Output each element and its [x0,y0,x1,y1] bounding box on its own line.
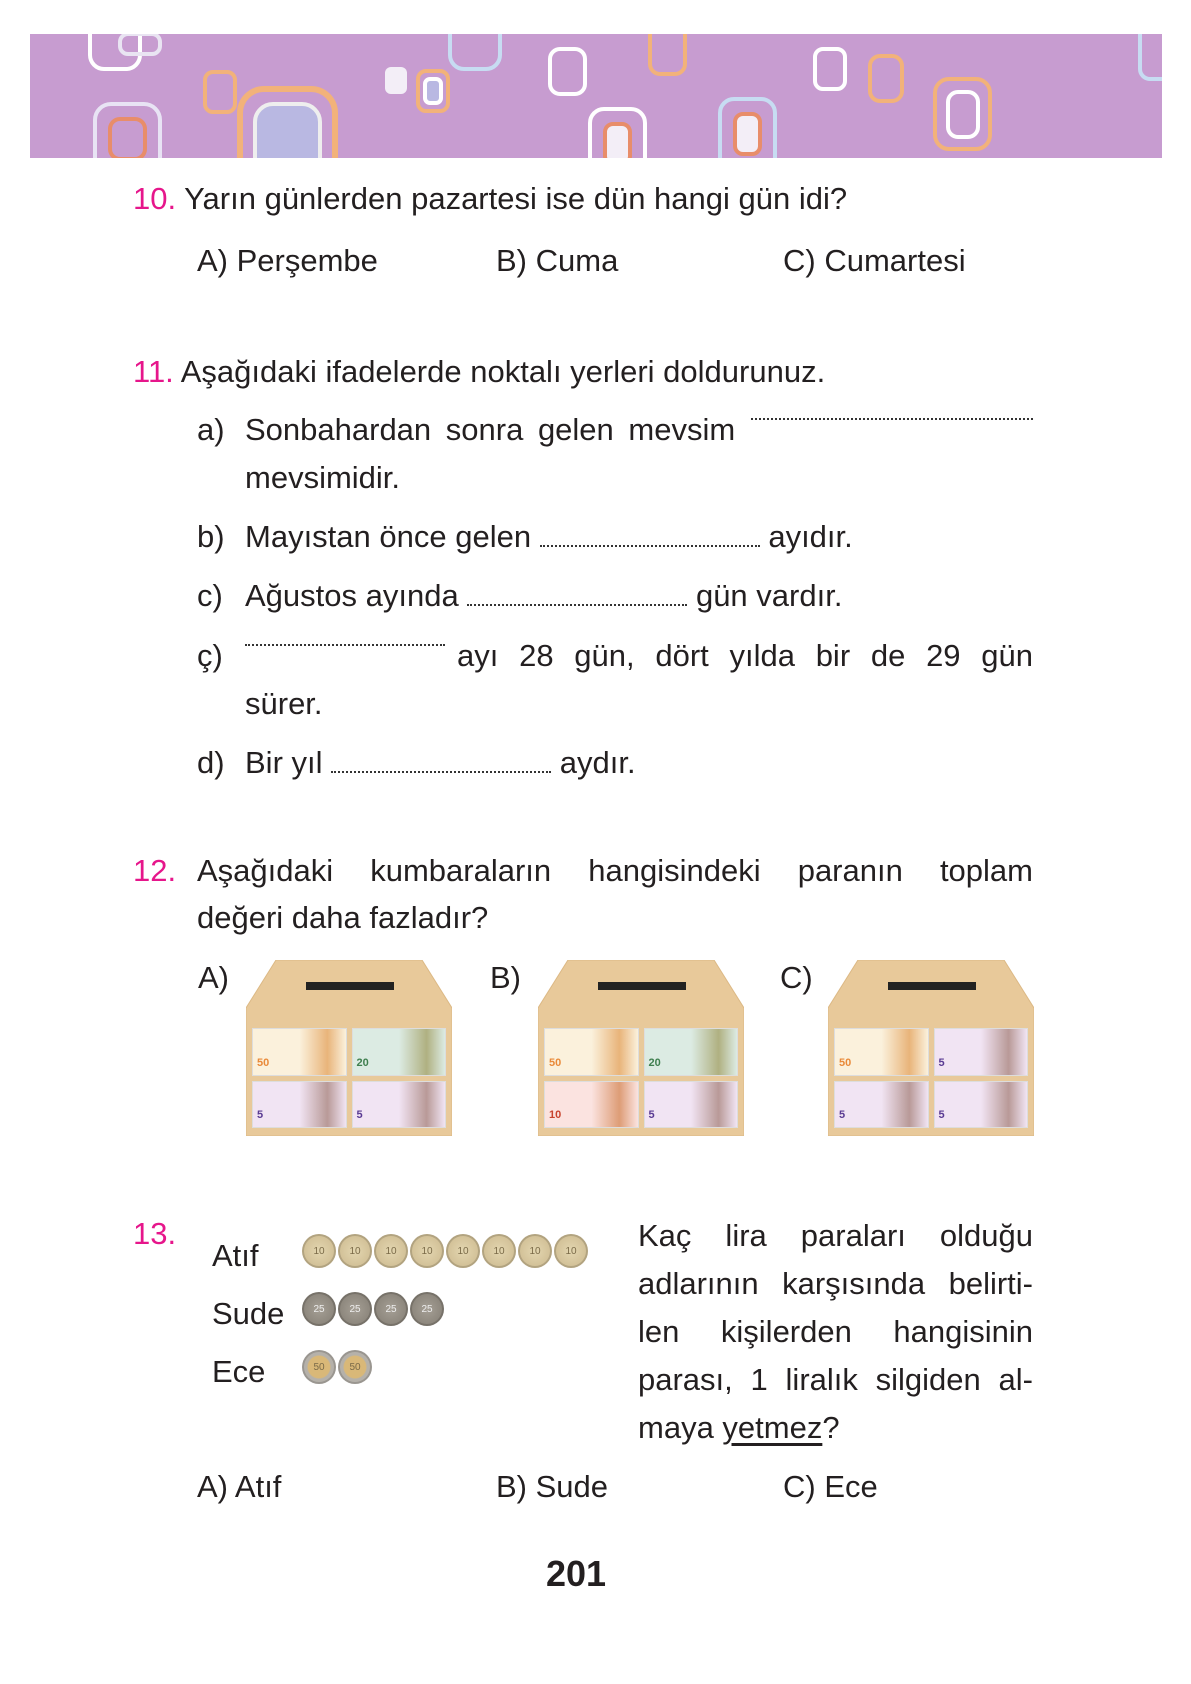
banknote-20 [644,1028,739,1076]
question-number: 10. [133,181,177,216]
question-line-2: adlarının karşısında belirti- [638,1266,1033,1301]
coin-row [302,1350,372,1384]
banknote-value: 5 [839,1109,846,1121]
coin-slot [598,982,686,990]
item-c [245,580,842,611]
option-b: B) Sude [496,1469,609,1504]
item-c-label: c) [197,578,223,613]
coin-icon: 10 [410,1234,444,1268]
coin-icon: 10 [374,1234,408,1268]
coin-icon: 50 [302,1350,336,1384]
question-11 [133,356,825,387]
option-c: C) Ece [783,1469,878,1504]
banknote-5 [352,1081,447,1129]
item-text-after: ayı 28 gün, dört yılda bir de 29 gün [457,638,1033,673]
option-c: C) Cumartesi [783,243,966,278]
question-line-1: Kaç lira paraları olduğu [638,1218,1033,1253]
banknote-value: 20 [356,1056,369,1069]
coin-icon: 10 [302,1234,336,1268]
banknote-value: 5 [938,1109,945,1121]
question-text: Aşağıdaki ifadelerde noktalı yerleri doldurunuz. [180,354,826,389]
item-text: Ağustos ayında [245,578,459,613]
banknote-value: 50 [257,1056,270,1069]
person-name: Ece [212,1354,266,1389]
coin-icon: 25 [302,1292,336,1326]
item-d-label: d) [197,745,225,780]
coin-icon: 10 [518,1234,552,1268]
question-text: Yarın günlerden pazartesi ise dün hangi gün idi? [184,181,848,216]
coin-icon: 25 [410,1292,444,1326]
banknote-50 [544,1028,639,1076]
blank-field[interactable] [540,541,760,547]
banknote-value: 20 [648,1056,661,1069]
question-10 [133,183,847,214]
coin-icon: 10 [554,1234,588,1268]
banknote-50 [252,1028,347,1076]
item-a-label: a) [197,412,225,447]
banknote-5 [834,1081,929,1129]
item-cc-cont: sürer. [245,686,323,721]
blank-field[interactable] [245,640,445,646]
item-text-after: gün vardır. [695,578,843,613]
item-b [245,521,853,552]
banknote-10 [544,1081,639,1129]
box-label: A) [198,960,229,995]
question-text-line2: değeri daha fazladır? [197,900,489,935]
banknote-5 [934,1081,1029,1129]
blank-field[interactable] [331,767,551,773]
question-line-5 [638,1412,840,1443]
piggy-bank-a [246,960,452,1136]
question-text-line1: Aşağıdaki kumbaraların hangisindeki paranın toplam [197,853,1033,888]
banknote-value: 5 [356,1109,363,1121]
item-d [245,747,636,778]
banknotes [544,1028,738,1128]
box-label: B) [490,960,521,995]
coin-icon: 25 [338,1292,372,1326]
item-text-after: aydır. [559,745,636,780]
option-a: A) Perşembe [197,243,378,278]
person-name: Sude [212,1296,285,1331]
blank-field[interactable] [751,414,1033,420]
decorative-banner [30,34,1162,158]
banknote-value: 5 [257,1109,264,1121]
banknote-value: 5 [938,1056,945,1069]
person-name: Atıf [212,1238,259,1273]
item-b-label: b) [197,519,225,554]
coin-slot [888,982,976,990]
question-number: 12. [133,853,177,888]
underlined-word: yetmez [722,1410,823,1445]
coin-icon: 10 [338,1234,372,1268]
banknotes [252,1028,446,1128]
question-number: 13. [133,1216,177,1251]
question-number: 11. [133,354,174,389]
item-cc [245,640,1033,671]
banknote-5 [934,1028,1029,1076]
coin-slot [306,982,394,990]
coin-icon: 10 [446,1234,480,1268]
banknote-20 [352,1028,447,1076]
option-b: B) Cuma [496,243,619,278]
banknote-value: 10 [549,1109,562,1121]
question-line-3: len kişilerden hangisinin [638,1314,1033,1349]
coin-icon: 10 [482,1234,516,1268]
banknote-value: 5 [648,1109,655,1121]
blank-field[interactable] [467,600,687,606]
item-cc-label: ç) [197,638,223,673]
coin-row [302,1234,588,1268]
banknote-value: 50 [549,1056,562,1069]
item-text-after: ayıdır. [768,519,853,554]
page-number: 201 [546,1553,607,1594]
text: maya [638,1410,723,1445]
option-a: A) Atıf [197,1469,282,1504]
piggy-bank-c [828,960,1034,1136]
banknotes [834,1028,1028,1128]
box-label: C) [780,960,813,995]
question-line-4: parası, 1 liralık silgiden al- [638,1362,1033,1397]
item-a-cont: mevsimidir. [245,460,401,495]
piggy-bank-b [538,960,744,1136]
item-a [245,414,1033,445]
coin-icon: 50 [338,1350,372,1384]
banknote-5 [252,1081,347,1129]
coin-icon: 25 [374,1292,408,1326]
item-text: Mayıstan önce gelen [245,519,532,554]
banknote-value: 50 [839,1056,852,1069]
coin-row [302,1292,444,1326]
banknote-5 [644,1081,739,1129]
item-text: Bir yıl [245,745,323,780]
text: ? [822,1410,840,1445]
banknote-50 [834,1028,929,1076]
item-text: Sonbahardan sonra gelen mevsim [245,412,736,447]
